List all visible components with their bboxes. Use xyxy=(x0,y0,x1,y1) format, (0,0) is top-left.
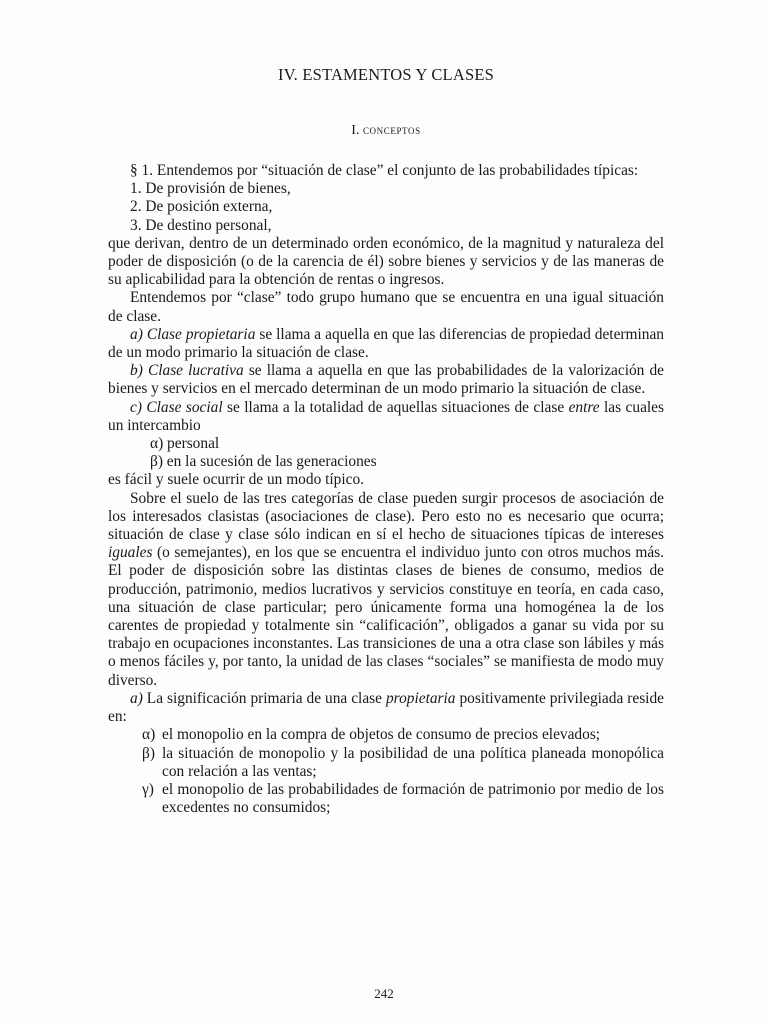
paragraph-continuation: que derivan, dentro de un determinado orden económico, de la magnitud y naturaleza del poder de disposición (o de la carencia de él) sobre bienes y servicios y de las maneras de su aplicabilidad para la obtención de rentas o ingresos. xyxy=(108,234,664,289)
page-number: 242 xyxy=(374,986,394,1001)
list-item xyxy=(108,726,664,744)
paragraph-intro: § 1. Entendemos por “situación de clase” el conjunto de las probabilidades típicas: xyxy=(130,162,639,179)
class-c-emphasis: entre xyxy=(568,398,600,416)
numbered-list xyxy=(108,180,664,235)
paragraph-propietaria xyxy=(108,690,664,726)
class-b-term: Clase lucrativa xyxy=(147,362,244,380)
class-a-label: a) xyxy=(130,325,143,343)
list-marker: γ) xyxy=(142,780,154,798)
list-text: la situación de monopolio y la posibilidad de una política planeada monopólica con relación a las ventas; xyxy=(162,744,664,780)
list-item xyxy=(108,745,664,781)
section-name: conceptos xyxy=(362,122,421,137)
paragraph-class-c xyxy=(108,399,664,435)
class-c-text-end: las cuales un intercambio xyxy=(108,398,664,434)
paragraph-clase: Entendemos por “clase” todo grupo humano que se encuentra en una igual situación de clase. xyxy=(108,289,664,325)
list-item: 3. De destino personal, xyxy=(130,216,272,234)
list-item xyxy=(108,781,664,817)
sobre-text-1: Sobre el suelo de las tres categorías de clase pueden surgir procesos de asociación de los interesados clasistas (asociaciones de clase). Pero esto no es necesario que ocurra; situación de clase y clase sólo indican en sí el hecho de situaciones típicas de intereses xyxy=(108,489,664,544)
section-number: I. xyxy=(351,123,360,138)
paragraph-class-b xyxy=(108,362,664,398)
list-text: el monopolio de las probabilidades de formación de patrimonio por medio de los excedentes no consumidos; xyxy=(162,780,664,817)
list-item: 1. De provisión de bienes, xyxy=(130,180,291,198)
class-c-label: c) xyxy=(130,398,142,416)
paragraph-class-c-tail: es fácil y suele ocurrir de un modo típico. xyxy=(108,471,365,489)
class-a-text: se llama a aquella en que las diferencias de propiedad determinan de un modo primario la situación de clase. xyxy=(108,325,664,362)
class-c-term: Clase social xyxy=(146,398,223,416)
paragraph-class-a xyxy=(108,326,664,362)
class-b-label: b) xyxy=(130,362,143,380)
sub-item-beta: β) en la sucesión de las generaciones xyxy=(150,453,377,471)
section-title xyxy=(108,121,664,140)
class-b-text: se llama a aquella en que las probabilidades de la valorización de bienes y servicios en el mercado determinan de un modo primario la situación de clase. xyxy=(108,362,664,398)
propietaria-label: a) xyxy=(130,689,143,707)
list-item: 2. De posición externa, xyxy=(130,198,273,216)
class-a-term: Clase propietaria xyxy=(146,325,256,343)
paragraph-sobre xyxy=(108,490,664,690)
sobre-emphasis: iguales xyxy=(108,544,153,562)
list-text: el monopolio en la compra de objetos de consumo de precios elevados; xyxy=(162,726,601,744)
chapter-title: IV. ESTAMENTOS Y CLASES xyxy=(278,65,494,84)
body-text xyxy=(108,162,664,817)
propietaria-text-1: La significación primaria de una clase xyxy=(142,689,386,707)
propietaria-emphasis: propietaria xyxy=(385,689,456,707)
propietaria-text-2: positivamente privilegiada reside en: xyxy=(108,689,664,726)
list-marker: β) xyxy=(142,744,155,762)
sobre-text-2: (o semejantes), en los que se encuentra el individuo junto con otros muchos más. El poder de disposición sobre las distintas clases de bienes de consumo, medios de producción, patrimonio, medios lucrativos y servicios constituye en teoría, en cada caso, una situación de clase particular; pero únicamente forma una homogénea la de los carentes de propiedad y totalmente sin “calificación”, obligados a ganar su vida por su trabajo en ocupaciones inconstantes. Las transiciones de una a otra clase son lábiles y más o menos fáciles y, por tanto, la unidad de las clases “sociales” se manifiesta de modo muy diverso. xyxy=(108,544,664,689)
list-marker: α) xyxy=(142,726,156,744)
class-c-text: se llama a la totalidad de aquellas situaciones de clase xyxy=(222,398,569,416)
sub-item-alpha: α) personal xyxy=(150,435,220,453)
